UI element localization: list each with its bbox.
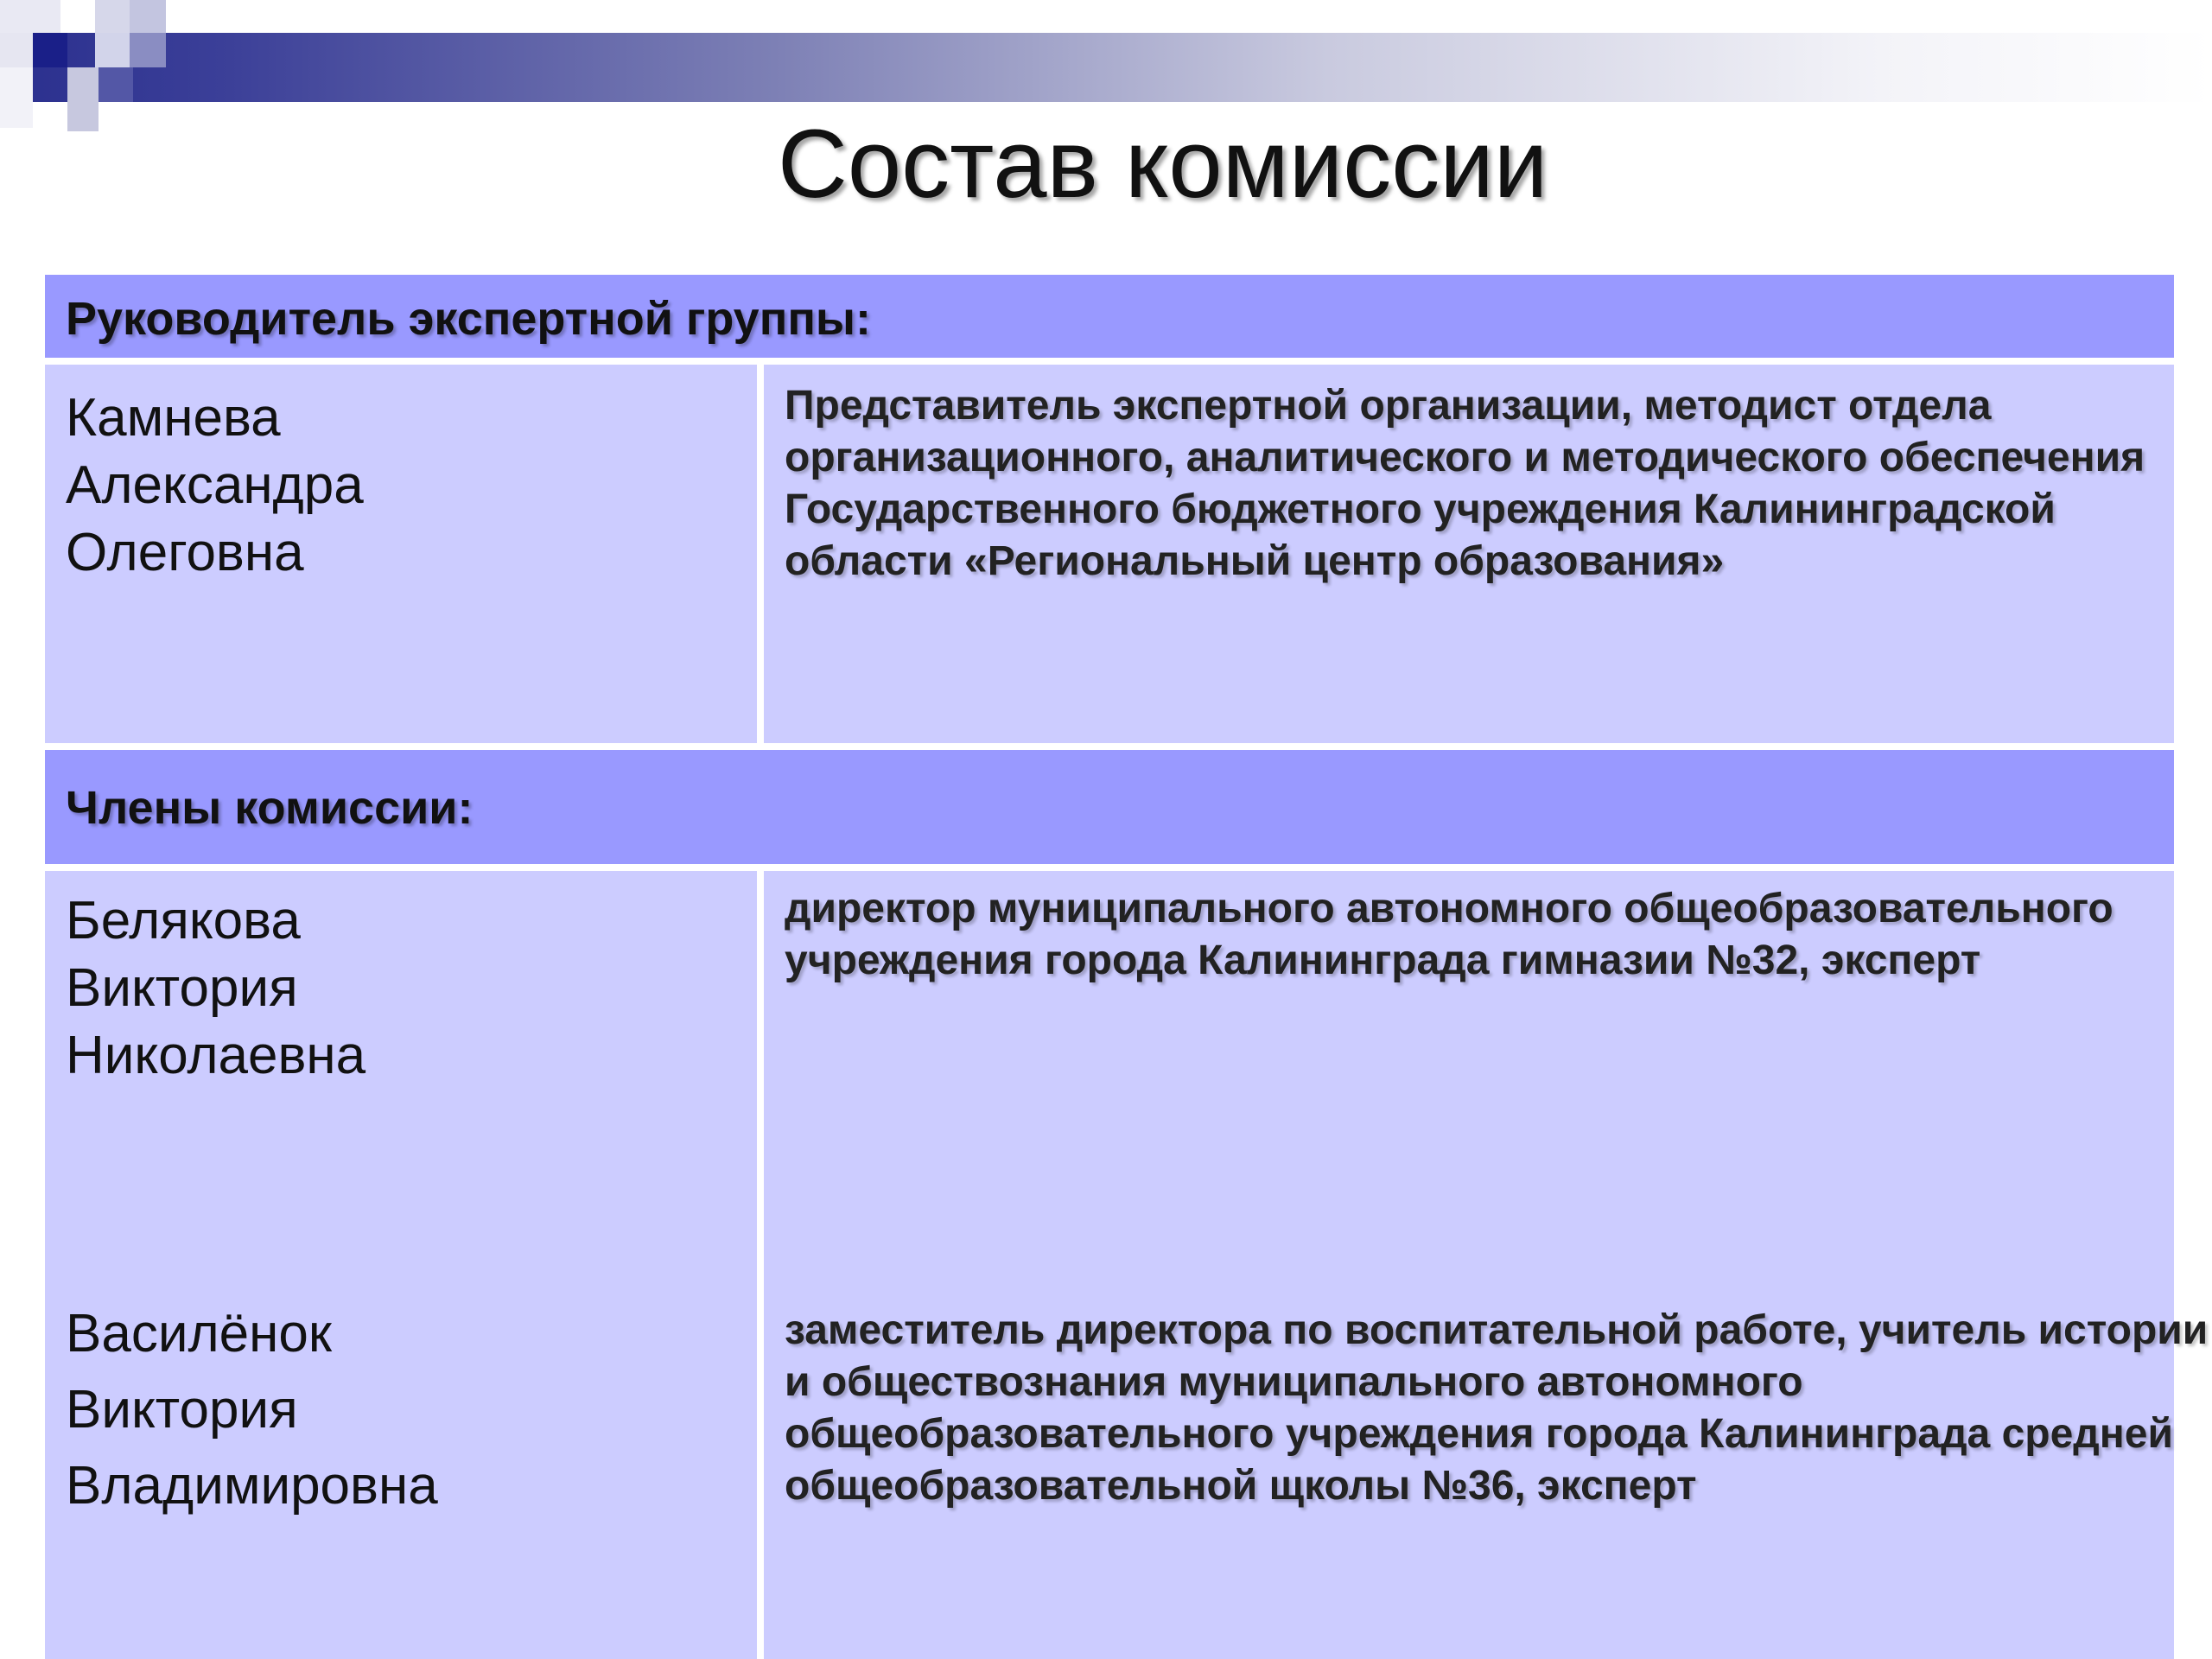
name-line: Виктория [66, 958, 298, 1018]
description-line: и обществознания муниципального автономного [785, 1359, 1803, 1405]
description-line: общеобразовательной щколы №36, эксперт [785, 1463, 1697, 1509]
decor-square [130, 33, 166, 67]
decor-square [0, 33, 33, 67]
description-line: Государственного бюджетного учреждения Калининградской [785, 486, 2056, 532]
members-description-cell [764, 871, 2209, 1659]
page-title: Состав комиссии [778, 110, 1548, 218]
members-header-row [45, 750, 2174, 864]
head-header-row [45, 275, 2174, 358]
decor-square [67, 67, 99, 131]
name-line: Александра [66, 455, 364, 515]
head-description-cell [764, 365, 2174, 743]
description-line: директор муниципального автономного общеобразовательного [785, 886, 2113, 931]
name-line: Николаевна [66, 1026, 366, 1085]
description-line: заместитель директора по воспитательной работе, учитель истории [785, 1307, 2209, 1353]
commission-table [45, 275, 2209, 1659]
description-line: организационного, аналитического и методического обеспечения [785, 435, 2145, 480]
name-line: Камнева [66, 388, 281, 448]
head-name-cell [45, 365, 757, 743]
head-header-label: Руководитель экспертной группы: [66, 293, 872, 345]
name-line: Белякова [66, 891, 301, 950]
members-name-cell [45, 871, 757, 1659]
decor-square [95, 33, 130, 67]
members-header-label: Члены комиссии: [66, 782, 474, 834]
name-line: Василёнок [66, 1304, 332, 1363]
description-line: учреждения города Калининграда гимназии №32, эксперт [785, 938, 1981, 983]
name-line: Олеговна [66, 523, 304, 582]
description-line: области «Региональный центр образования» [785, 538, 1725, 584]
name-line: Владимировна [66, 1456, 438, 1516]
name-line: Виктория [66, 1380, 298, 1440]
decor-square [130, 0, 166, 33]
decor-square [95, 0, 130, 33]
decor-square [99, 67, 133, 102]
decor-square [33, 33, 67, 67]
top-banner [0, 33, 2212, 102]
description-line: общеобразовательного учреждения города Калининграда средней [785, 1411, 2173, 1457]
decor-square [60, 0, 95, 33]
decor-square [0, 0, 60, 33]
description-line: Представитель экспертной организации, методист отдела [785, 383, 1992, 429]
decor-square [0, 67, 33, 128]
